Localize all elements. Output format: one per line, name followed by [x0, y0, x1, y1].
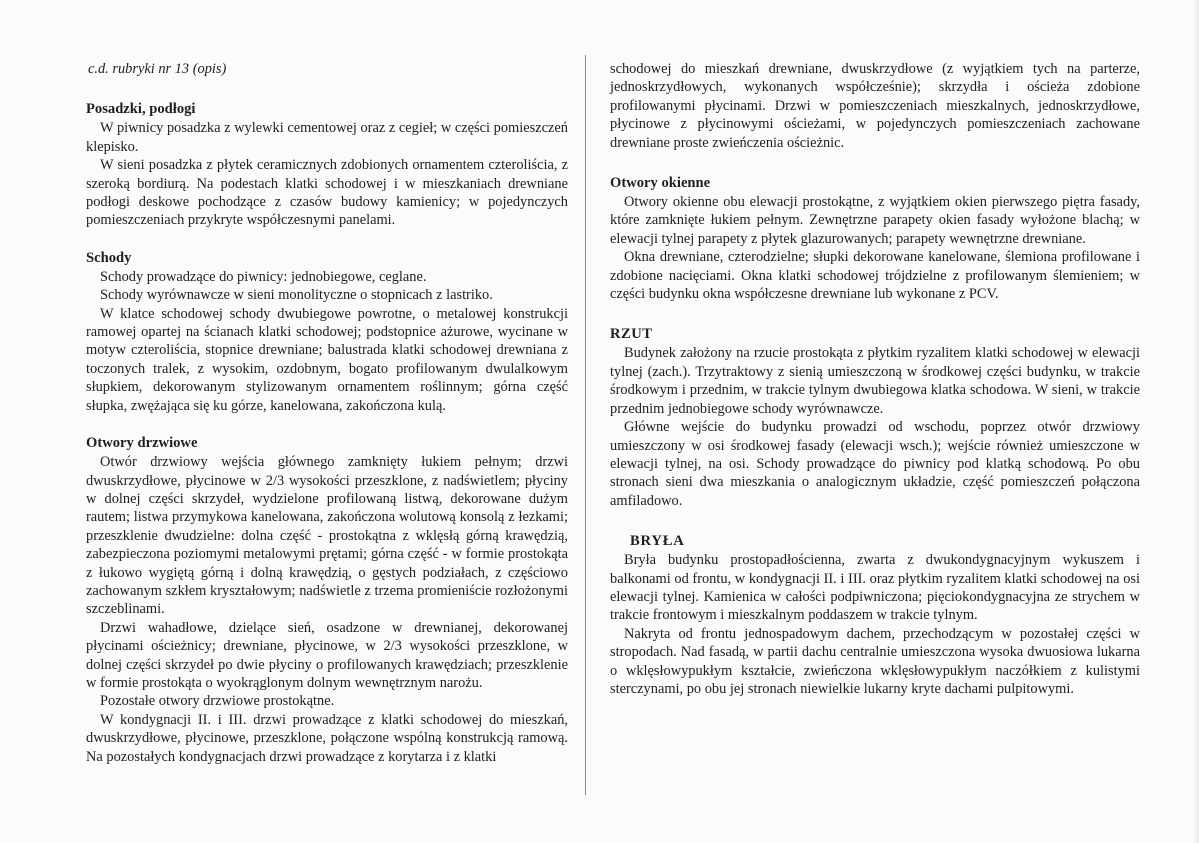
paragraph: Główne wejście do budynku prowadzi od wschodu, poprzez otwór drzwiowy umieszczony w osi środkowej fasady (elewacji wsch.); wejście również umieszczone w elewacji tylnej, na osi. Schody prowadzące do piwnicy pod klatką schodową. Po obu stronach sieni dwa mieszkania o analogicznym układzie, część pomieszczeń połączona amfiladowo.	[610, 419, 1140, 509]
column-divider	[585, 55, 586, 795]
paragraph: W sieni posadzka z płytek ceramicznych zdobionych ornamentem czteroliścia, z szeroką bordiurą. Na podestach klatki schodowej i w mieszkaniach drewniane podłogi deskowe pochodzące z czasów budowy kamienicy; w pojedynczych pomieszczeniach przykryte współczesnymi panelami.	[86, 157, 568, 229]
paragraph: W klatce schodowej schody dwubiegowe powrotne, o metalowej konstrukcji ramowej opartej na ścianach klatki schodowej; podstopnice ażurowe, wycinane w motyw czteroliścia, stopnice drewniane; balustrada klatki schodowej drewniana z toczonych tralek, z wysokim, ozdobnym, bogato profilowanym dwulalkowym słupkiem, dekorowanym stylizowanym ornamentem roślinnym; górna część słupka, zwężająca się ku górze, kanelowana, zakończona kulą.	[86, 305, 568, 414]
paragraph: Okna drewniane, czterodzielne; słupki dekorowane kanelowane, ślemiona profilowane i zdobione nacięciami. Okna klatki schodowej trójdzielne z profilowanym ślemieniem; w części budynku okna współczesne drewniane lub wykonane z PCV.	[610, 249, 1140, 303]
paragraph: Pozostałe otwory drzwiowe prostokątne.	[100, 693, 335, 710]
section-heading-otwory-drzwiowe: Otwory drzwiowe	[86, 435, 198, 452]
paragraph: W piwnicy posadzka z wylewki cementowej oraz z cegieł; w części pomieszczeń klepisko.	[86, 120, 568, 155]
paragraph: Otwory okienne obu elewacji prostokątne, z wyjątkiem okien pierwszego piętra fasady, które zamknięte łukiem pełnym. Zewnętrzne parapety okien fasady wyłożone blachą; w elewacji tylnej parapety z płytek glazurowanych; parapety wewnętrzne drewniane.	[610, 194, 1140, 247]
paragraph: Nakryta od frontu jednospadowym dachem, przechodzącym w pozostałej części w stropodach. Nad fasadą, w partii dachu centralnie umieszczona wysoka dwuosiowa lukarna o wklęsłowypukłym kształcie, zwieńczona wklęsłowypukłym naczółkiem z kulistymi sterczynami, po obu jej stronach niewielkie lukarny kryte dachami pulpitowymi.	[610, 625, 1140, 697]
section-heading-otwory-okienne: Otwory okienne	[610, 175, 711, 192]
left-page	[86, 60, 568, 766]
paragraph-continuation: schodowej do mieszkań drewniane, dwuskrzydłowe (z wyjątkiem tych na parterze, jednoskrzydłowych, wykonanych współcześnie); skrzydła i ościeża zdobione profilowanymi płycinami. Drzwi w pomieszczeniach mieszkalnych, jednoskrzydłowe, płycinowe z płycinowymi ościeżami, w pojedynczych pomieszczeniach zachowane drewniane proste zwieńczenia ościeżnic.	[610, 61, 1140, 151]
paragraph: Schody prowadzące do piwnicy: jednobiegowe, ceglane.	[100, 268, 427, 285]
paragraph: Schody wyrównawcze w sieni monolityczne o stopnicach z lastriko.	[100, 287, 493, 304]
paragraph: Budynek założony na rzucie prostokąta z płytkim ryzalitem klatki schodowej w elewacji tylnej (zach.). Trzytraktowy z sienią umieszczoną w środkowej części budynku, w trakcie środkowym i przednim, w trakcie tylnym dwubiegowa klatka schodowa. W sieni, w trakcie przednim jednobiegowe schody wyrównawcze.	[610, 345, 1140, 417]
paragraph: W kondygnacji II. i III. drzwi prowadzące z klatki schodowej do mieszkań, dwuskrzydłowe, płycinowe, przeszklone, połączone wspólną konstrukcją ramową. Na pozostałych kondygnacjach drzwi prowadzące z korytarza i z klatki	[86, 711, 568, 765]
section-heading-bryla: BRYŁA	[630, 533, 685, 550]
section-heading-schody: Schody	[86, 249, 132, 266]
paragraph: Otwór drzwiowy wejścia głównego zamknięty łukiem pełnym; drzwi dwuskrzydłowe, płycinowe w 2/3 wysokości przeszklone, z nadświetlem; płyciny w dolnej części skrzydeł, wydzielone profilowaną listwą, dekorowane dużym rautem; listwa przymykowa kanelowana, zakończona wolutową konsolą z łezkami; przeszklenie dwudzielne: dolna część - prostokątna z wklęsłą górną krawędzią, zabezpieczona poziomymi metalowymi prętami; górna część - w formie prostokąta z łukowo wygiętą górną i dolną krawędzią, o gęstych podziałach, z częściowo zachowanym szkłem kryształowym; nadświetle z trzema promieniście rozłożonymi szczeblinami.	[86, 454, 568, 618]
page-edge-shadow	[1193, 0, 1199, 843]
right-page	[610, 60, 1140, 698]
section-heading-rzut: RZUT	[610, 326, 653, 343]
paragraph: Bryła budynku prostopadłościenna, zwarta z dwukondygnacyjnym wykuszem i balkonami od frontu, w kondygnacji II. i III. oraz płytkim ryzalitem klatki schodowej na osi elewacji tylnej. Kamienica w całości podpiwniczona; pięciokondygnacyjna ze strychem w trakcie frontowym i mieszkalnym poddaszem w trakcie tylnym.	[610, 552, 1140, 624]
rubric-continuation-note: c.d. rubryki nr 13 (opis)	[88, 61, 227, 77]
section-heading-posadzki: Posadzki, podłogi	[86, 101, 196, 118]
paragraph: Drzwi wahadłowe, dzielące sień, osadzone w drewnianej, dekorowanej płycinami ościeżnicy; drewniane, płycinowe, w 2/3 wysokości przeszklone, w dolnej części skrzydeł po dwie płyciny o profilowanych krawędziach; przeszklenie w formie prostokąta o wyokrąglonym dolnym wewnętrznym narożu.	[86, 619, 568, 691]
